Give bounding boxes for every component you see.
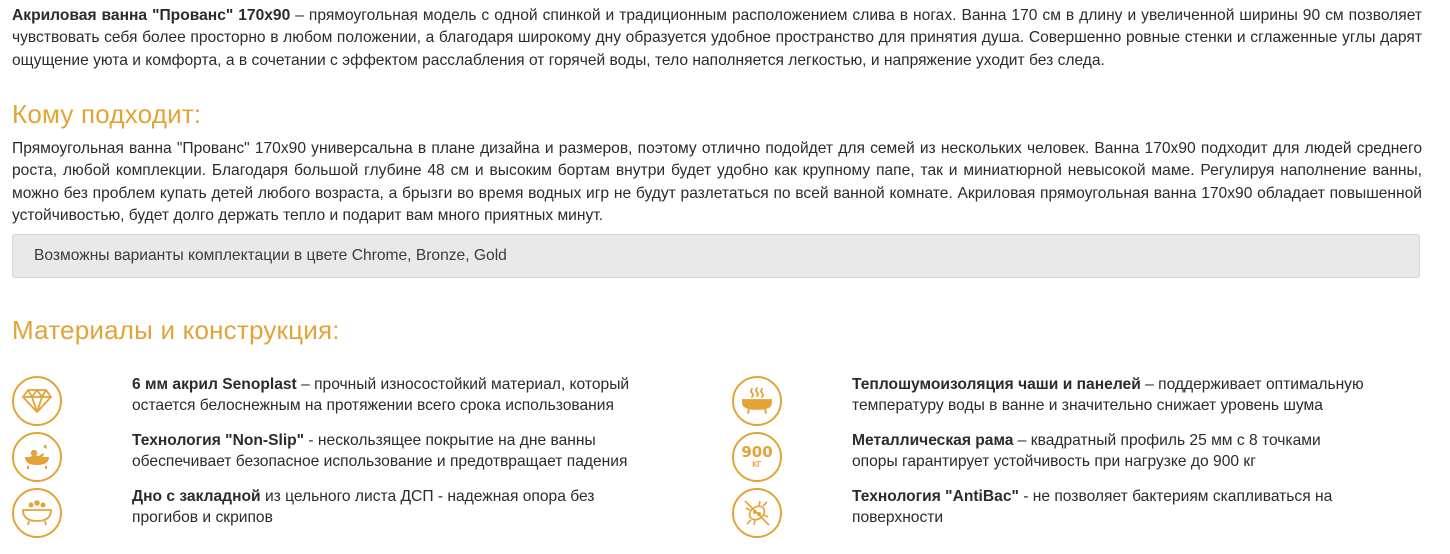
- feature-title: Дно с закладной: [132, 488, 261, 505]
- intro-text: – прямоугольная модель с одной спинкой и традиционным расположением слива в ногах. Ванна 170 см в длину и увеличенной ширины 90 см позволяет чувствовать себя более просторно в любом положении, а благодаря широкому дну образуется удобное пространство для принятия душа. Совершенно ровные стенки и сглаженные углы дарят ощущение уюта и комфорта, а в сочетании с эффектом расслабления от горячей воды, тело наполняется легкостью, и напряжение уходит без следа.: [12, 7, 1422, 69]
- feature-title: Металлическая рама: [852, 432, 1014, 449]
- product-description: Акриловая ванна "Прованс" 170х90 – прямоугольная модель с одной спинкой и традиционным расположением слива в ногах. Ванна 170 см в длину и увеличенной ширины 90 см позволяет чувствовать себя более просторно в любом положении, а благодаря широкому дну образуется удобное пространство для принятия душа. Совершенно ровные стенки и сглаженные углы дарят ощущение уюта и комфорта, а в сочетании с эффектом расслабления от горячей воды, тело наполняется легкостью, и напряжение уходит без следа. Кому подходит: Прямоугольная ванна "Прованс" 170х90 универсальна в плане дизайна и размеров, поэтому отлично подойдет для семей из нескольких человек. Ванна 170х90 подходит для людей среднего роста, любой комплекции. Благодаря большой глубине 48 см и высоким бортам внутри будет удобно как крупному папе, так и миниатюрной невысокой маме. Регулируя наполнение ванны, можно без проблем купать детей любого возраста, а брызги во время водных игр не будут разлетаться по всей ванной комнате. Акриловая прямоугольная ванна 170х90 обладает повышенной устойчивостью, будет долго держать тепло и подарит вам много приятных минут. Возможны варианты комплектации в цвете Chrome, Bronze, Gold Материалы и конструкция: 6 мм акрил Senoplast – прочный износостойкий материал, который остается белоснежным на протяжении всего срока использования Технология "Non-Slip" - нескользящее покрытие на дне ванны обеспечивает безопасное использование и предотвращает падения Дно с закладной из цельного листа ДСП - надежная опора без прогибов и скрипов Теплошумоизоляция чаши и панелей – поддерживает оптимальную температуру воды в ванне и значительно снижает уровень шума 900 КГ Металлическая рама – квадратный профиль 25 мм с 8 точками опоры гарантирует устойчивость при нагрузке до 900 кг Технология "AntiBac" - не позволяет бактериям скапливаться на поверхности: [0, 0, 1450, 554]
- intro-lead: Акриловая ванна "Прованс" 170х90: [12, 7, 291, 24]
- diamond-icon: [12, 376, 62, 426]
- heat-insulation-icon: [732, 376, 782, 426]
- materials-heading: Материалы и конструкция:: [12, 315, 340, 345]
- color-options-text: Возможны варианты комплектации в цвете Chrome, Bronze, Gold: [34, 247, 507, 264]
- weight-badge-unit: КГ: [752, 460, 762, 469]
- who-paragraph: Прямоугольная ванна "Прованс" 170х90 универсальна в плане дизайна и размеров, поэтому отлично подойдет для семей из нескольких человек. Ванна 170х90 подходит для людей среднего роста, любой комплекции. Благодаря большой глубине 48 см и высоким бортам внутри будет удобно как крупному папе, так и миниатюрной невысокой маме. Регулируя наполнение ванны, можно без проблем купать детей любого возраста, а брызги во время водных игр не будут разлетаться по всей ванной комнате. Акриловая прямоугольная ванна 170х90 обладает повышенной устойчивостью, будет долго держать тепло и подарит вам много приятных минут.: [12, 140, 1422, 225]
- color-options-notice: [12, 234, 1420, 278]
- antibac-icon: [732, 488, 782, 538]
- non-slip-icon: [12, 432, 62, 482]
- feature-title: Технология "AntiBac": [852, 488, 1019, 505]
- who-heading: Кому подходит:: [12, 99, 202, 129]
- feature-title: Технология "Non-Slip": [132, 432, 305, 449]
- weight-900-icon: [732, 432, 782, 482]
- bath-base-icon: [12, 488, 62, 538]
- intro-paragraph: [12, 5, 1422, 72]
- feature-title: Теплошумоизоляция чаши и панелей: [852, 376, 1141, 393]
- feature-title: 6 мм акрил Senoplast: [132, 376, 297, 393]
- weight-badge-value: 900: [741, 443, 773, 461]
